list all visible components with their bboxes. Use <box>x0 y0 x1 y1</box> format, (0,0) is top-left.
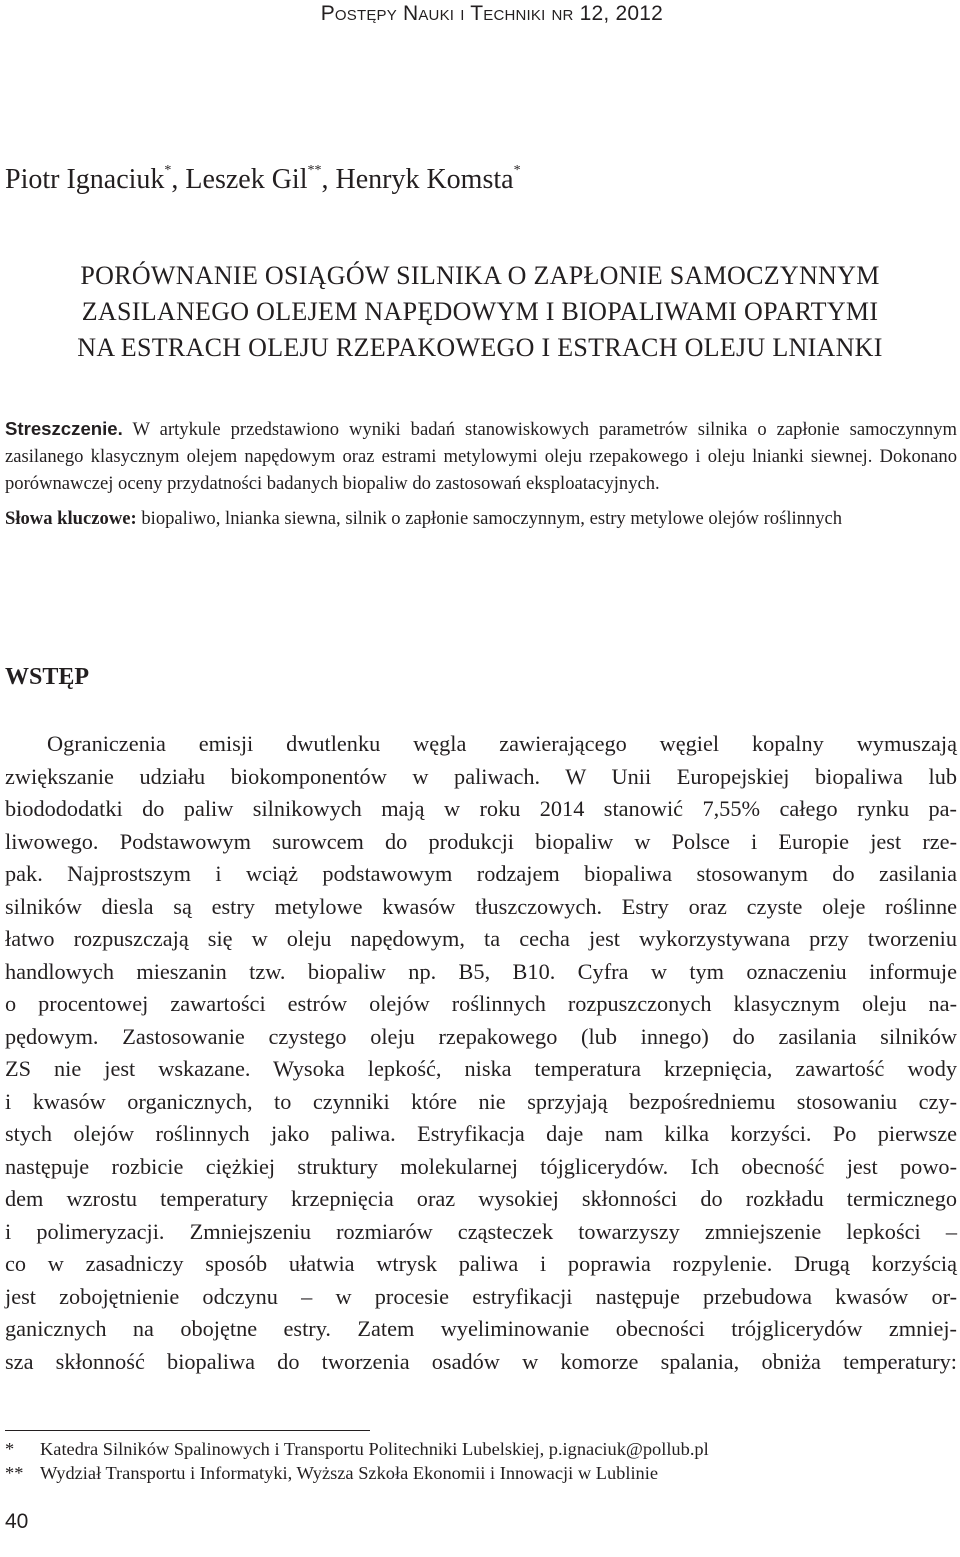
body-line: o procentowej zawartości estrów olejów roślinnych rozpuszczonych klasycznym oleju na- <box>5 991 957 1016</box>
body-line: zwiększanie udziału biokomponentów w paliwach. W Unii Europejskiej biopaliwa lub <box>5 763 957 789</box>
body-line: handlowych mieszanin tzw. biopaliw np. B5, B10. Cyfra w tym oznaczeniu informuje <box>5 958 957 984</box>
author-list <box>5 164 521 196</box>
footnote-mark: ** <box>5 1463 24 1483</box>
author-name: Leszek Gil <box>185 164 308 195</box>
author-affiliation-mark: * <box>513 162 521 178</box>
footnote <box>5 1461 955 1485</box>
author-name: Henryk Komsta <box>335 164 514 195</box>
abstract-label: Streszczenie. <box>5 418 123 439</box>
body-line: ganicznych na obojętne estry. Zatem wyeliminowanie obecności trójglicerydów zmniej- <box>5 1316 957 1341</box>
body-line: liwowego. Podstawowym surowcem do produkcji biopaliw w Polsce i Europie jest rze- <box>5 828 957 854</box>
title-line: PORÓWNANIE OSIĄGÓW SILNIKA O ZAPŁONIE SAMOCZYNNYM <box>80 261 880 290</box>
body-line: następuje rozbicie ciężkiej struktury molekularnej tójglicerydów. Ich obecność jest powo- <box>5 1153 957 1179</box>
body-line: biodododatki do paliw silnikowych mają w roku 2014 stanowić 7,55% całego rynku pa- <box>5 796 957 821</box>
paper-title <box>0 258 960 366</box>
body-line: sza skłonność biopaliwa do tworzenia osadów w komorze spalania, obniża temperatury: <box>5 1348 957 1374</box>
body-line: ZS nie jest wskazane. Wysoka lepkość, niska temperatura krzepnięcia, zawartość wody <box>5 1056 957 1081</box>
author-name: Piotr Ignaciuk <box>5 164 165 195</box>
author-separator: , <box>321 164 336 195</box>
issue-number: 12, 2012 <box>579 2 663 25</box>
author-affiliation-mark: * <box>164 162 172 178</box>
footnote-mark: * <box>5 1439 15 1459</box>
author-separator: , <box>171 164 186 195</box>
body-line: stych olejów roślinnych jako paliwa. Estryfikacja daje nam kilka korzyści. Po pierwsze <box>5 1121 957 1146</box>
journal-name: Postępy Nauki i Techniki nr <box>320 2 574 25</box>
keywords-paragraph <box>5 505 957 532</box>
body-line: i kwasów organicznych, to czynniki które nie sprzyjają bezpośredniemu stosowaniu czy- <box>5 1088 957 1114</box>
footnotes <box>5 1437 955 1485</box>
section-heading: WSTĘP <box>5 664 90 690</box>
body-line: łatwo rozpuszczają się w oleju napędowym, ta cecha jest wykorzystywana przy tworzeniu <box>5 926 957 951</box>
body-line: pak. Najprostszym i wciąż podstawowym rodzajem biopaliwa stosowanym do zasilania <box>5 861 957 886</box>
page-number: 40 <box>5 1510 29 1533</box>
title-line: NA ESTRACH OLEJU RZEPAKOWEGO I ESTRACH OLEJU LNIANKI <box>77 333 883 362</box>
author-affiliation-mark: ** <box>307 162 322 178</box>
body-line: silników diesla są estry metylowe kwasów tłuszczowych. Estry oraz czyste oleje roślinne <box>5 893 957 919</box>
footnote-text: Wydział Transportu i Informatyki, Wyższa Szkoła Ekonomii i Innowacji w Lublinie <box>40 1463 659 1483</box>
body-line: i polimeryzacji. Zmniejszeniu rozmiarów cząsteczek towarzyszy zmniejszenie lepkości – <box>5 1218 957 1244</box>
abstract-block <box>5 415 957 532</box>
keywords-label: Słowa kluczowe: <box>5 508 137 529</box>
body-line: pędowym. Zastosowanie czystego oleju rzepakowego (lub innego) do zasilania silników <box>5 1023 957 1049</box>
title-line: ZASILANEGO OLEJEM NAPĘDOWYM I BIOPALIWAMI OPARTYMI <box>81 297 879 326</box>
running-header <box>321 2 663 26</box>
footnote-text: Katedra Silników Spalinowych i Transportu Politechniki Lubelskiej, p.ignaciuk@pollub.pl <box>40 1439 709 1459</box>
footnote-rule <box>5 1430 370 1431</box>
body-line: dem wzrostu temperatury krzepnięcia oraz wysokiej skłonności do rozkładu termicznego <box>5 1186 957 1211</box>
abstract-paragraph <box>5 415 957 497</box>
body-line: co w zasadniczy sposób ułatwia wtrysk paliwa i poprawia rozpylenie. Drugą korzyścią <box>5 1251 957 1276</box>
footnote <box>5 1437 955 1461</box>
body-paragraph <box>5 728 957 1378</box>
body-line: jest zobojętnienie odczynu – w procesie estryfikacji następuje przebudowa kwasów or- <box>5 1283 957 1309</box>
keywords-text: biopaliwo, lnianka siewna, silnik o zapłonie samoczynnym, estry metylowe olejów roślinnych <box>141 508 843 529</box>
body-line: Ograniczenia emisji dwutlenku węgla zawierającego węgiel kopalny wymuszają <box>47 731 957 756</box>
abstract-text: W artykule przedstawiono wyniki badań stanowiskowych parametrów silnika o zapłonie samoczynnym zasilanego klasycznym olejem napędowym oraz estrami metylowymi oleju rzepakowego i oleju lnianki siewnej. Dokonano porównawczej oceny przydatności badanych biopaliw do zastosowań eksploatacyjnych. <box>5 419 957 494</box>
